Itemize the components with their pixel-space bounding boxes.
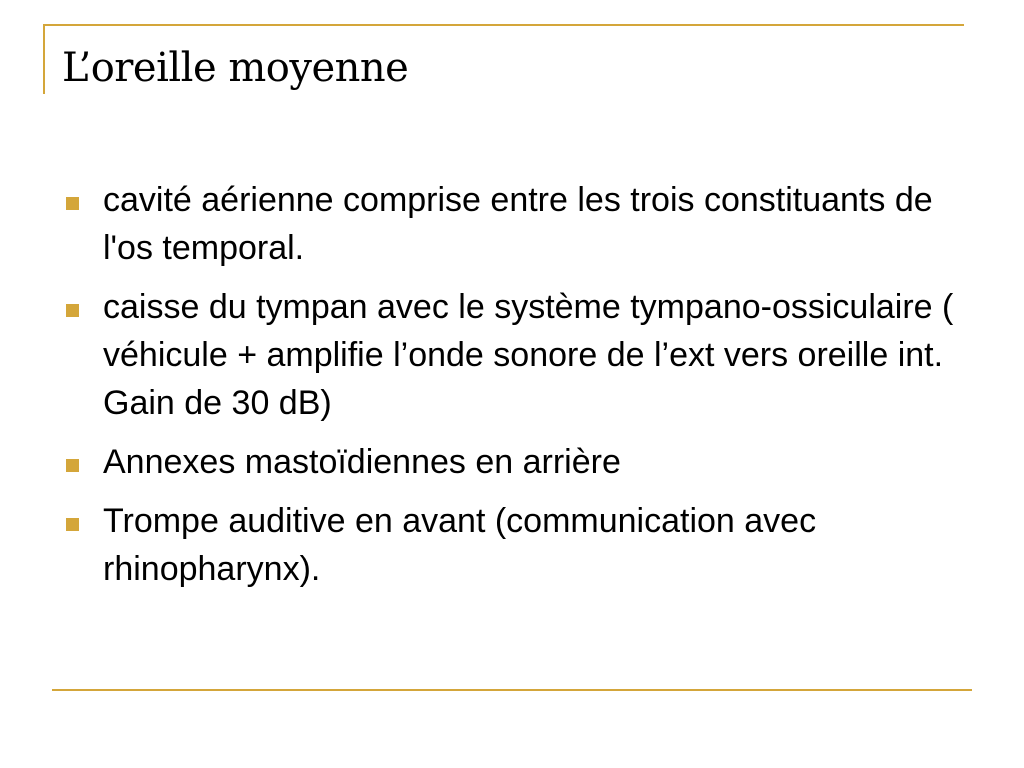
bullet-text: caisse du tympan avec le système tympano-ossiculaire ( véhicule + amplifie l’onde sonore de l’ext vers oreille int. Gain de 30 dB)	[103, 288, 954, 422]
bullet-list	[66, 176, 966, 604]
square-bullet-icon	[66, 518, 79, 531]
bullet-item	[66, 283, 966, 427]
slide-title: L’oreille moyenne	[62, 45, 409, 91]
bullet-text: Annexes mastoïdiennes en arrière	[103, 443, 621, 481]
square-bullet-icon	[66, 197, 79, 210]
bullet-text: Trompe auditive en avant (communication avec rhinopharynx).	[103, 502, 817, 588]
bottom-rule-divider	[52, 689, 972, 691]
square-bullet-icon	[66, 459, 79, 472]
square-bullet-icon	[66, 304, 79, 317]
bullet-item	[66, 438, 966, 486]
bullet-item	[66, 497, 966, 593]
bullet-item	[66, 176, 966, 272]
bullet-text: cavité aérienne comprise entre les trois constituants de l'os temporal.	[103, 181, 933, 267]
top-rule-divider	[43, 24, 964, 26]
left-rule-divider	[43, 24, 45, 94]
